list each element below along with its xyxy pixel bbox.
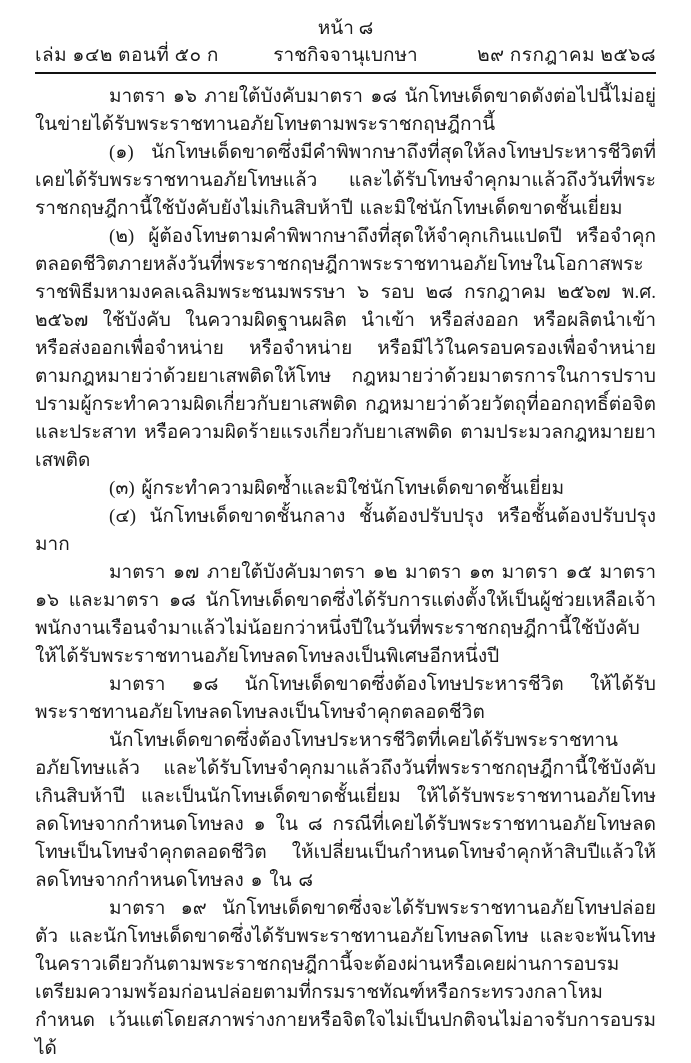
paragraph-section-19: มาตรา ๑๙ นักโทษเด็ดขาดซึ่งจะได้รับพระราชทานอภัยโทษปล่อยตัว และนักโทษเด็ดขาดซึ่งได้รับพระราชทานอภัยโทษลดโทษ และจะพ้นโทษในคราวเดียวกันตามพระราชกฤษฎีกานี้จะต้องผ่านหรือเคยผ่านการอบรมเตรียมความพร้อมก่อนปล่อยตามที่กรมราชทัณฑ์หรือกระทรวงกลาโหมกำหนด เว้นแต่โดยสภาพร่างกายหรือจิตใจไม่เป็นปกติจนไม่อาจรับการอบรมได้ <box>35 898 656 1059</box>
paragraph-item-1: (๑) นักโทษเด็ดขาดซึ่งมีคำพิพากษาถึงที่สุดให้ลงโทษประหารชีวิตที่เคยได้รับพระราชทานอภัยโทษแล้ว และได้รับโทษจำคุกมาแล้วถึงวันที่พระราชกฤษฎีกานี้ใช้บังคับยังไม่เกินสิบห้าปี และมิใช่นักโทษเด็ดขาดชั้นเยี่ยม <box>35 142 656 219</box>
paragraph-item-2: (๒) ผู้ต้องโทษตามคำพิพากษาถึงที่สุดให้จำคุกเกินแปดปี หรือจำคุกตลอดชีวิตภายหลังวันที่พระราชกฤษฎีกาพระราชทานอภัยโทษในโอกาสพระราชพิธีมหามงคลเฉลิมพระชนมพรรษา ๖ รอบ ๒๘ กรกฎาคม ๒๕๖๗ พ.ศ. ๒๕๖๗ ใช้บังคับ ในความผิดฐานผลิต นำเข้า หรือส่งออก หรือผลิตนำเข้า หรือส่งออกเพื่อจำหน่าย หรือจำหน่าย หรือมีไว้ในครอบครองเพื่อจำหน่าย ตามกฎหมายว่าด้วยยาเสพติดให้โทษ กฎหมายว่าด้วยมาตรการในการปราบปรามผู้กระทำความผิดเกี่ยวกับยาเสพติด กฎหมายว่าด้วยวัตถุที่ออกฤทธิ์ต่อจิตและประสาท หรือความผิดร้ายแรงเกี่ยวกับยาเสพติด ตามประมวลกฎหมายยาเสพติด <box>35 226 656 471</box>
gazette-date: ๒๙ กรกฎาคม ๒๕๖๘ <box>477 45 656 66</box>
paragraph-section-16: มาตรา ๑๖ ภายใต้บังคับมาตรา ๑๘ นักโทษเด็ดขาดดังต่อไปนี้ไม่อยู่ในข่ายได้รับพระราชทานอภัยโทษตามพระราชกฤษฎีกานี้ <box>35 86 656 135</box>
paragraph-section-17: มาตรา ๑๗ ภายใต้บังคับมาตรา ๑๒ มาตรา ๑๓ มาตรา ๑๕ มาตรา ๑๖ และมาตรา ๑๘ นักโทษเด็ดขาดซึ่งได้รับการแต่งตั้งให้เป็นผู้ช่วยเหลือเจ้าพนักงานเรือนจำมาแล้วไม่น้อยกว่าหนึ่งปีในวันที่พระราชกฤษฎีกานี้ใช้บังคับ ให้ได้รับพระราชทานอภัยโทษลดโทษลงเป็นพิเศษอีกหนึ่งปี <box>35 562 656 667</box>
volume-issue-label: เล่ม ๑๔๒ ตอนที่ ๕๐ ก <box>35 45 219 66</box>
gazette-masthead <box>35 43 656 69</box>
header-divider <box>35 72 656 74</box>
page-number: หน้า ๘ <box>317 18 374 39</box>
paragraph-section-18-cont: นักโทษเด็ดขาดซึ่งต้องโทษประหารชีวิตที่เคยได้รับพระราชทานอภัยโทษแล้ว และได้รับโทษจำคุกมาแล้วถึงวันที่พระราชกฤษฎีกานี้ใช้บังคับเกินสิบห้าปี และเป็นนักโทษเด็ดขาดชั้นเยี่ยม ให้ได้รับพระราชทานอภัยโทษลดโทษจากกำหนดโทษลง ๑ ใน ๘ กรณีที่เคยได้รับพระราชทานอภัยโทษลดโทษเป็นโทษจำคุกตลอดชีวิต ให้เปลี่ยนเป็นกำหนดโทษจำคุกห้าสิบปีแล้วให้ลดโทษจากกำหนดโทษลง ๑ ใน ๘ <box>35 730 656 891</box>
paragraph-section-18: มาตรา ๑๘ นักโทษเด็ดขาดซึ่งต้องโทษประหารชีวิต ให้ได้รับพระราชทานอภัยโทษลดโทษลงเป็นโทษจำคุกตลอดชีวิต <box>35 674 656 723</box>
gazette-title: ราชกิจจานุเบกษา <box>273 45 418 66</box>
document-body <box>35 83 656 1063</box>
paragraph-item-3: (๓) ผู้กระทำความผิดซ้ำและมิใช่นักโทษเด็ดขาดชั้นเยี่ยม <box>109 478 565 499</box>
paragraph-item-4: (๔) นักโทษเด็ดขาดชั้นกลาง ชั้นต้องปรับปรุง หรือชั้นต้องปรับปรุงมาก <box>35 506 656 555</box>
